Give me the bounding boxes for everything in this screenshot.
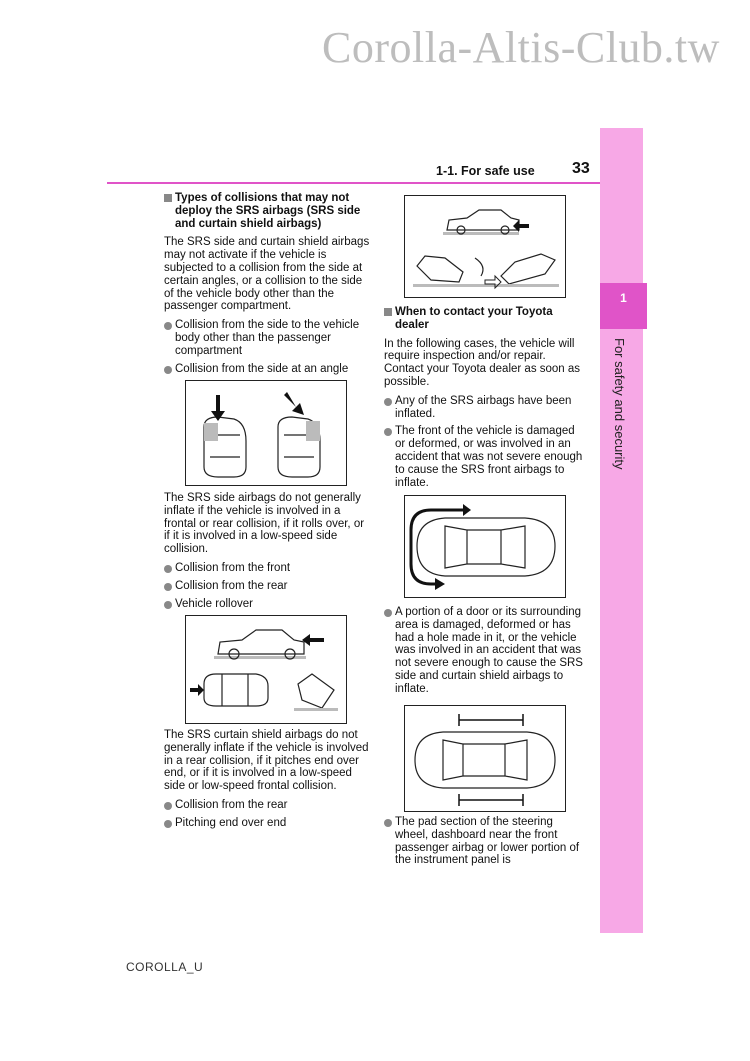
side-tab-label: For safety and security: [612, 338, 627, 470]
left-para2: The SRS side airbags do not generally inflate if the vehicle is involved in a frontal or rear collision, if it rolls over, or if it is involved in a low-speed side collision.: [164, 492, 365, 556]
left-column-top: [164, 192, 370, 380]
list-item: [164, 799, 370, 812]
left-heading: [164, 192, 370, 230]
list-item-text: A portion of a door or its surrounding area is damaged, deformed or has had a hole made in it, or the vehicle was involved in an accident that was not severe enough to cause the SRS side and curtain shield airbags to inflate.: [395, 606, 583, 695]
right-column-middle: [384, 606, 586, 701]
left-column-bottom: [164, 729, 370, 835]
list-item-text: The front of the vehicle is damaged or deformed, or was involved in an accident that was not severe enough to cause the SRS front airbags to inflate.: [395, 425, 583, 489]
figure-front-rear-rollover: [185, 615, 347, 724]
square-bullet-icon: [164, 194, 172, 202]
figure-door-damage: [404, 705, 566, 812]
bullet-dot-icon: [164, 565, 172, 573]
bullet-dot-icon: [384, 819, 392, 827]
right-heading-text: When to contact your Toyota dealer: [395, 306, 553, 331]
bullet-dot-icon: [384, 398, 392, 406]
left-heading-text: Types of collisions that may not deploy the SRS airbags (SRS side and curtain shield airbags): [175, 192, 361, 230]
left-column-middle: [164, 492, 370, 615]
list-item-text: Collision from the rear: [175, 579, 288, 592]
bullet-dot-icon: [164, 583, 172, 591]
watermark: Corolla-Altis-Club.tw: [322, 23, 720, 72]
car-front-damage-illustration: [405, 496, 565, 597]
car-pitching-illustration: [405, 196, 565, 297]
square-bullet-icon: [384, 308, 392, 316]
bullet-dot-icon: [384, 609, 392, 617]
list-item: [164, 363, 370, 376]
list-item: [164, 580, 370, 593]
right-intro: In the following cases, the vehicle will require inspection and/or repair. Contact your Toyota dealer as soon as possible.: [384, 337, 581, 388]
list-item-text: Vehicle rollover: [175, 597, 253, 610]
bullet-dot-icon: [164, 802, 172, 810]
list-item: [384, 606, 586, 696]
right-heading: [384, 306, 586, 332]
list-item: [164, 319, 370, 357]
header-section-title: 1-1. For safe use: [436, 164, 535, 178]
figure-pitching: [404, 195, 566, 298]
car-front-rear-rollover-illustration: [186, 616, 346, 723]
side-tab-number: 1: [620, 291, 627, 305]
right-column-top: [384, 306, 586, 494]
list-item: [384, 425, 586, 489]
left-para3: The SRS curtain shield airbags do not generally inflate if the vehicle is involved in a rear collision, if it pitches end over end, or if it is involved in a low-speed side or low-speed frontal collision.: [164, 729, 369, 793]
bullet-dot-icon: [164, 366, 172, 374]
car-side-impact-illustration: [186, 381, 346, 485]
list-item: [384, 395, 586, 421]
figure-side-collision: [185, 380, 347, 486]
list-item-text: Any of the SRS airbags have been inflated.: [395, 394, 572, 420]
bullet-dot-icon: [164, 322, 172, 330]
list-item-text: Collision from the side at an angle: [175, 362, 349, 375]
left-intro: The SRS side and curtain shield airbags may not activate if the vehicle is subjected to a collision from the side at certain angles, or a collision to the side of the vehicle body other than the passenger compartment.: [164, 236, 370, 313]
bullet-dot-icon: [164, 820, 172, 828]
car-door-damage-illustration: [405, 706, 565, 811]
side-tab-active[interactable]: [600, 283, 647, 329]
bullet-dot-icon: [384, 428, 392, 436]
list-item: [164, 817, 370, 830]
footer-model-code: COROLLA_U: [126, 960, 204, 974]
list-item: [164, 598, 370, 611]
figure-front-damage: [404, 495, 566, 598]
list-item-text: Pitching end over end: [175, 816, 287, 829]
header-rule: [107, 182, 600, 184]
list-item: [384, 816, 586, 867]
bullet-dot-icon: [164, 601, 172, 609]
list-item: [164, 562, 370, 575]
right-column-bottom: [384, 816, 586, 872]
side-tab-bar: [600, 128, 643, 933]
list-item-text: The pad section of the steering wheel, dashboard near the front passenger airbag or lower portion of the instrument panel is: [395, 816, 580, 867]
list-item-text: Collision from the rear: [175, 798, 288, 811]
list-item-text: Collision from the front: [175, 561, 291, 574]
page-number: 33: [572, 160, 590, 177]
list-item-text: Collision from the side to the vehicle body other than the passenger compartment: [175, 319, 360, 357]
